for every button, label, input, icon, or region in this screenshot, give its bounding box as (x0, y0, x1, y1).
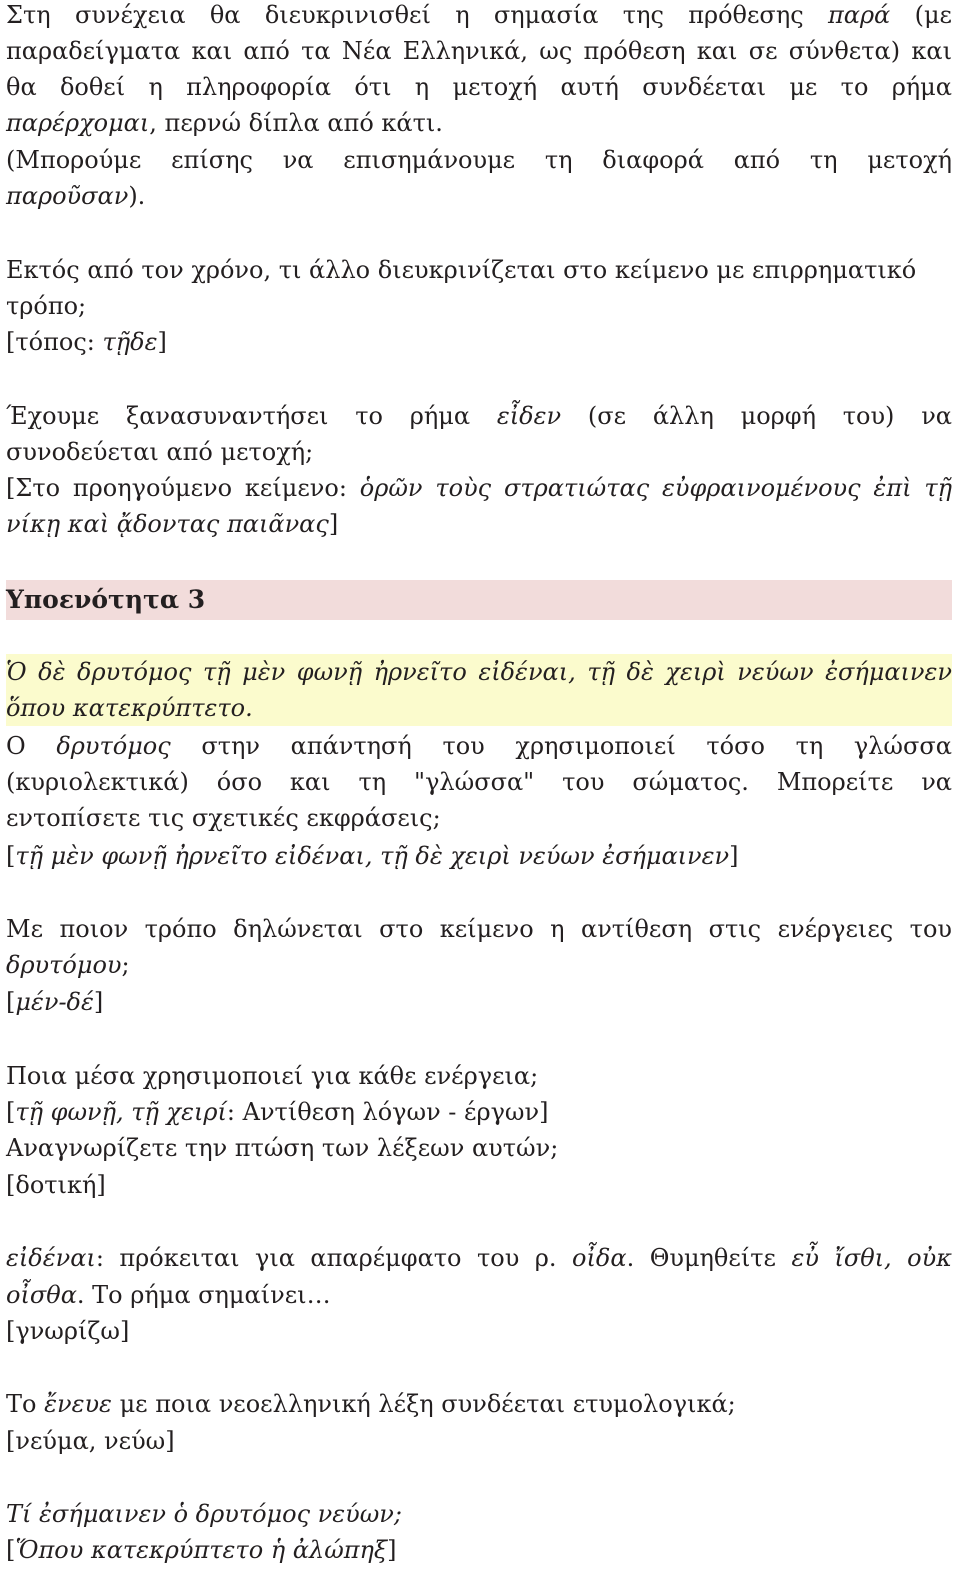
answer-line: [τῇ φωνῇ, τῇ χειρί: Αντίθεση λόγων - έργων] (6, 1098, 549, 1126)
paragraph-line: θα δοθεί η πληροφορία ότι η μετοχή αυτή συνδέεται με το ρήμα (6, 73, 952, 101)
answer-line: [Ὅπου κατεκρύπτετο ἡ ἀλώπηξ] (6, 1536, 397, 1564)
answer-line: [Στο προηγούμενο κείμενο: ὁρῶν τοὺς στρατιώτας εὐφραινομένους ἐπὶ τῇ (6, 474, 953, 502)
question-line: Τί ἐσήμαινεν ὁ δρυτόμος νεύων; (6, 1500, 402, 1528)
paragraph-line: εἰδέναι: πρόκειται για απαρέμφατο του ρ. οἶδα. Θυμηθείτε εὖ ἴσθι, οὐκ (6, 1244, 952, 1272)
answer-line: [τῇ μὲν φωνῇ ἠρνεῖτο εἰδέναι, τῇ δὲ χειρὶ νεύων ἐσήμαινεν] (6, 842, 739, 870)
paragraph-line: οἶσθα. Το ρήμα σημαίνει… (6, 1281, 331, 1309)
question-line: Αναγνωρίζετε την πτώση των λέξεων αυτών; (6, 1134, 559, 1162)
paragraph-line: (Μπορούμε επίσης να επισημάνουμε τη διαφορά από τη μετοχή (6, 146, 952, 174)
answer-line: [τόπος: τῇδε] (6, 328, 167, 356)
paragraph-line: παροῦσαν). (6, 182, 146, 210)
answer-line: [δοτική] (6, 1171, 106, 1199)
paragraph-line: παρέρχομαι, περνώ δίπλα από κάτι. (6, 109, 443, 137)
answer-line: [μέν-δέ] (6, 988, 104, 1016)
question-line: Με ποιον τρόπο δηλώνεται στο κείμενο η αντίθεση στις ενέργειες του (6, 915, 952, 943)
paragraph-line: Στη συνέχεια θα διευκρινισθεί η σημασία της πρόθεσης παρά (με (6, 1, 952, 29)
question-line: εντοπίσετε τις σχετικές εκφράσεις; (6, 804, 441, 832)
question-line: Έχουμε ξανασυναντήσει το ρήμα εἶδεν (σε άλλη μορφή του) να (6, 402, 952, 430)
section-heading: Υποενότητα 3 (6, 585, 206, 614)
question-line: Ο δρυτόμος στην απάντησή του χρησιμοποιεί τόσο τη γλώσσα (6, 732, 952, 760)
question-line: Εκτός από τον χρόνο, τι άλλο διευκρινίζεται στο κείμενο με επιρρηματικό (6, 256, 917, 284)
quote-line: ὅπου κατεκρύπτετο. (6, 694, 253, 722)
question-line: δρυτόμου; (6, 951, 130, 979)
answer-line: [νεύμα, νεύω] (6, 1427, 175, 1455)
question-line: συνοδεύεται από μετοχή; (6, 438, 314, 466)
question-line: Το ἔνευε με ποια νεοελληνική λέξη συνδέεται ετυμολογικά; (6, 1390, 736, 1418)
answer-line: νίκῃ καὶ ᾄδοντας παιᾶνας] (6, 510, 339, 538)
question-line: (κυριολεκτικά) όσο και τη "γλώσσα" του σώματος. Μπορείτε να (6, 768, 952, 796)
question-line: Ποια μέσα χρησιμοποιεί για κάθε ενέργεια; (6, 1062, 539, 1090)
answer-line: [γνωρίζω] (6, 1317, 130, 1345)
paragraph-line: παραδείγματα και από τα Νέα Ελληνικά, ως πρόθεση και σε σύνθετα) και (6, 37, 952, 65)
question-line: τρόπο; (6, 292, 87, 320)
quote-line: Ὁ δὲ δρυτόμος τῇ μὲν φωνῇ ἠρνεῖτο εἰδέναι, τῇ δὲ χειρὶ νεύων ἐσήμαινεν (6, 658, 952, 686)
